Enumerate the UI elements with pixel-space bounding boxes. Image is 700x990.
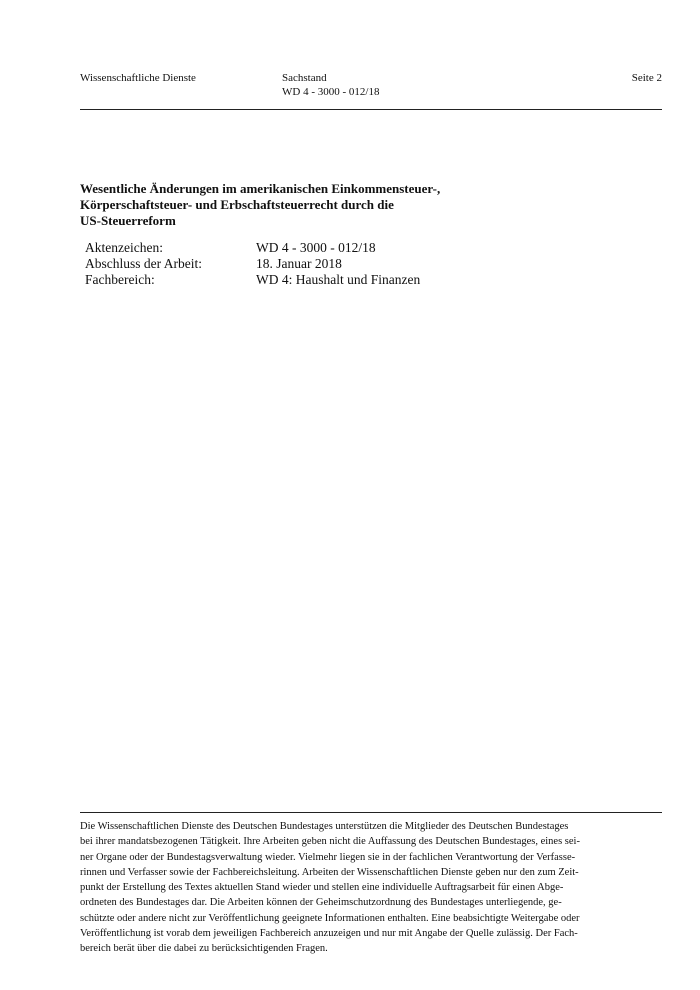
document-title	[80, 181, 500, 229]
title-line: Körperschaftsteuer- und Erbschaftsteuerrecht durch die	[80, 197, 394, 212]
page-header	[80, 68, 662, 110]
disclaimer-line: ordneten des Bundestages dar. Die Arbeiten können der Geheimschutzordnung des Bundestages unterliegende, ge-	[80, 897, 562, 909]
title-line: Wesentliche Änderungen im amerikanischen Einkommensteuer-,	[80, 181, 441, 196]
header-page-number: Seite 2	[631, 72, 662, 84]
header-divider	[80, 109, 662, 110]
disclaimer-line: bereich berät über die dabei zu berücksichtigenden Fragen.	[80, 943, 328, 955]
metadata-label: Fachbereich:	[85, 272, 155, 287]
header-organization: Wissenschaftliche Dienste	[80, 72, 196, 84]
metadata-label: Abschluss der Arbeit:	[85, 256, 202, 271]
metadata-value: WD 4 - 3000 - 012/18	[256, 240, 376, 255]
header-document-number: WD 4 - 3000 - 012/18	[282, 86, 380, 98]
title-line: US-Steuerreform	[80, 213, 176, 228]
header-document-type: Sachstand	[282, 72, 327, 84]
disclaimer-line: Die Wissenschaftlichen Dienste des Deutschen Bundestages unterstützen die Mitglieder des Deutschen Bundestages	[80, 821, 569, 832]
metadata-label: Aktenzeichen:	[85, 240, 163, 255]
disclaimer-line: punkt der Erstellung des Textes aktuellen Stand wieder und stellen eine individuelle Auftragsarbeit für einen Abge-	[80, 882, 564, 894]
disclaimer-line: schützte oder andere nicht zur Veröffentlichung geeignete Informationen enthalten. Eine beabsichtigte Weitergabe oder	[80, 912, 580, 924]
disclaimer-line: ner Organe oder der Bundestagsverwaltung wieder. Vielmehr liegen sie in der fachlichen Verantwortung der Verfasse-	[80, 851, 576, 863]
disclaimer-line: rinnen und Verfasser sowie der Fachbereichsleitung. Arbeiten der Wissenschaftlichen Dienste geben nur den zum Zeit-	[80, 866, 579, 878]
disclaimer-line: bei ihrer mandatsbezogenen Tätigkeit. Ihre Arbeiten geben nicht die Auffassung des Deutschen Bundestages, eines sei-	[80, 836, 580, 848]
disclaimer-line: Veröffentlichung ist vorab dem jeweiligen Fachbereich anzuzeigen und nur mit Angabe der Quelle zulässig. Der Fach-	[80, 928, 578, 940]
disclaimer-text	[80, 819, 660, 957]
footer-divider	[80, 812, 662, 813]
metadata-value: WD 4: Haushalt und Finanzen	[256, 272, 421, 287]
metadata-value: 18. Januar 2018	[256, 256, 342, 271]
